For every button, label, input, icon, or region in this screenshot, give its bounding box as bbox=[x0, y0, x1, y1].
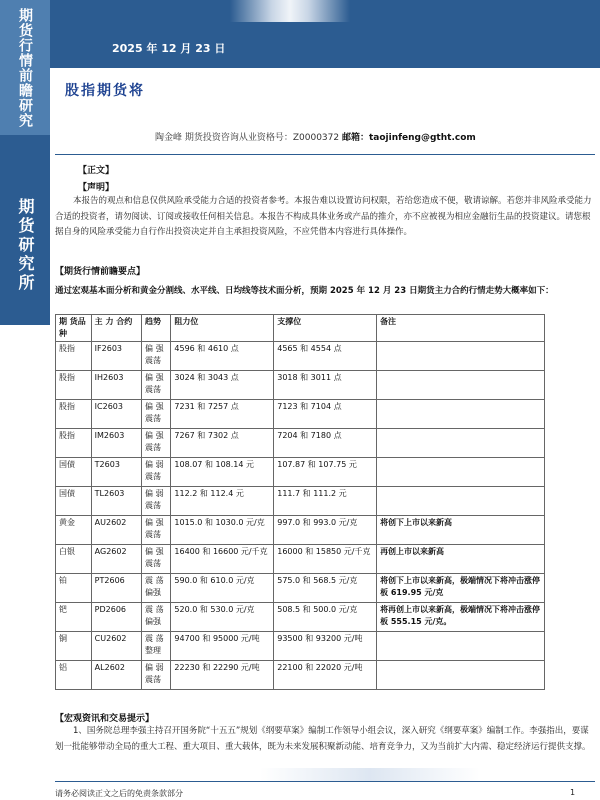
table-row bbox=[56, 661, 545, 690]
table-header-row bbox=[56, 315, 545, 342]
author-info: 陶金峰 期货投资咨询从业资格号：Z0000372 bbox=[155, 133, 342, 143]
table-cell: IH2603 bbox=[91, 371, 141, 400]
table-cell: 震 荡偏强 bbox=[142, 603, 171, 632]
outlook-intro: 通过宏观基本面分析和黄金分割线、水平线、日均线等技术面分析，预期 2025 年 12 月 23 日期货主力合约行情走势大概率如下： bbox=[55, 286, 554, 296]
table-cell: 7123 和 7104 点 bbox=[274, 400, 377, 429]
table-cell: 111.7 和 111.2 元 bbox=[274, 487, 377, 516]
table-cell: 16000 和 15850 元/千克 bbox=[274, 545, 377, 574]
table-cell: 股指 bbox=[56, 342, 92, 371]
table-cell: 铝 bbox=[56, 661, 92, 690]
table-cell: 偏 弱震荡 bbox=[142, 661, 171, 690]
table-cell: 铂 bbox=[56, 574, 92, 603]
table-cell: 4596 和 4610 点 bbox=[171, 342, 274, 371]
table-cell: AL2602 bbox=[91, 661, 141, 690]
body-tag: 【正文】 bbox=[78, 166, 115, 176]
table-header-cell: 支撑位 bbox=[274, 315, 377, 342]
watermark bbox=[260, 768, 480, 782]
table-cell: IM2603 bbox=[91, 429, 141, 458]
table-row bbox=[56, 516, 545, 545]
table-header-cell: 主 力 合约 bbox=[91, 315, 141, 342]
table-row bbox=[56, 574, 545, 603]
table-cell: 7231 和 7257 点 bbox=[171, 400, 274, 429]
table-cell: 997.0 和 993.0 元/克 bbox=[274, 516, 377, 545]
table-cell: AG2602 bbox=[91, 545, 141, 574]
footer-disclaimer: 请务必阅读正文之后的免责条款部分 bbox=[55, 789, 183, 798]
table-cell: 22100 和 22020 元/吨 bbox=[274, 661, 377, 690]
footer-divider bbox=[55, 781, 595, 782]
table-cell: 偏 强震荡 bbox=[142, 516, 171, 545]
table-cell: 将创下上市以来新高，极端情况下将冲击涨停板 619.95 元/克 bbox=[377, 574, 545, 603]
table-cell: PT2606 bbox=[91, 574, 141, 603]
table-header-cell: 期 货品种 bbox=[56, 315, 92, 342]
banner-decoration bbox=[230, 0, 350, 22]
table-cell: 白银 bbox=[56, 545, 92, 574]
table-cell: 将创下上市以来新高 bbox=[377, 516, 545, 545]
table-cell: 3024 和 3043 点 bbox=[171, 371, 274, 400]
table-cell: 1015.0 和 1030.0 元/克 bbox=[171, 516, 274, 545]
table-cell: 黄金 bbox=[56, 516, 92, 545]
table-cell: 偏 强震荡 bbox=[142, 371, 171, 400]
table-cell bbox=[377, 400, 545, 429]
table-cell bbox=[377, 458, 545, 487]
table-cell: 钯 bbox=[56, 603, 92, 632]
table-cell: 575.0 和 568.5 元/克 bbox=[274, 574, 377, 603]
table-row bbox=[56, 371, 545, 400]
table-cell: 520.0 和 530.0 元/克 bbox=[171, 603, 274, 632]
author-line bbox=[155, 130, 476, 143]
table-cell: 股指 bbox=[56, 400, 92, 429]
table-cell bbox=[377, 371, 545, 400]
header-divider bbox=[55, 154, 595, 155]
table-cell: 16400 和 16600 元/千克 bbox=[171, 545, 274, 574]
macro-tag: 【宏观资讯和交易提示】 bbox=[55, 714, 155, 724]
table-cell: 震 荡整理 bbox=[142, 632, 171, 661]
futures-table bbox=[55, 314, 545, 690]
table-cell: 再创上市以来新高 bbox=[377, 545, 545, 574]
table-row bbox=[56, 458, 545, 487]
table-row bbox=[56, 400, 545, 429]
table-row bbox=[56, 429, 545, 458]
table-cell: 7267 和 7302 点 bbox=[171, 429, 274, 458]
table-cell: 国债 bbox=[56, 487, 92, 516]
table-cell bbox=[377, 487, 545, 516]
table-cell: T2603 bbox=[91, 458, 141, 487]
table-header-cell: 备注 bbox=[377, 315, 545, 342]
table-cell: 94700 和 95000 元/吨 bbox=[171, 632, 274, 661]
table-cell: 93500 和 93200 元/吨 bbox=[274, 632, 377, 661]
table-cell: 112.2 和 112.4 元 bbox=[171, 487, 274, 516]
sidebar-report-type: 期货行情前瞻研究 bbox=[17, 7, 33, 128]
table-cell: 偏 弱震荡 bbox=[142, 458, 171, 487]
table-cell: 股指 bbox=[56, 429, 92, 458]
table-cell: 7204 和 7180 点 bbox=[274, 429, 377, 458]
report-title: 股指期货将 bbox=[65, 83, 145, 99]
report-date: 2025 年 12 月 23 日 bbox=[112, 42, 226, 55]
table-cell: TL2603 bbox=[91, 487, 141, 516]
table-header-cell: 趋势 bbox=[142, 315, 171, 342]
sidebar bbox=[0, 0, 50, 800]
table-row bbox=[56, 487, 545, 516]
page-number: 1 bbox=[570, 788, 576, 797]
table-cell: PD2606 bbox=[91, 603, 141, 632]
table-cell: IC2603 bbox=[91, 400, 141, 429]
table-cell bbox=[377, 429, 545, 458]
table-row bbox=[56, 545, 545, 574]
header-banner bbox=[50, 0, 600, 68]
statement-text: 本报告的观点和信息仅供风险承受能力合适的投资者参考。本报告难以设置访问权限，若给您造成不便，敬请谅解。若您并非风险承受能力合适的投资者，请勿阅读、订阅或接收任何相关信息。本报告不构成具体业务或产品的推介，亦不应被视为相应金融衍生品的投资建议。请您根据自身的风险承受能力自行作出投资决定并自主承担投资风险，不应凭借本内容进行具体操作。 bbox=[55, 196, 592, 237]
table-row bbox=[56, 342, 545, 371]
table-cell bbox=[377, 342, 545, 371]
outlook-tag: 【期货行情前瞻要点】 bbox=[55, 267, 146, 277]
table-row bbox=[56, 603, 545, 632]
table-cell: 铜 bbox=[56, 632, 92, 661]
table-cell: 4565 和 4554 点 bbox=[274, 342, 377, 371]
table-cell bbox=[377, 632, 545, 661]
table-cell: 3018 和 3011 点 bbox=[274, 371, 377, 400]
table-cell: 偏 强震荡 bbox=[142, 545, 171, 574]
table-cell: 股指 bbox=[56, 371, 92, 400]
table-cell bbox=[377, 661, 545, 690]
table-cell: 590.0 和 610.0 元/克 bbox=[171, 574, 274, 603]
table-cell: IF2603 bbox=[91, 342, 141, 371]
table-header-cell: 阻力位 bbox=[171, 315, 274, 342]
table-cell: 将再创上市以来新高，极端情况下将冲击涨停板 555.15 元/克。 bbox=[377, 603, 545, 632]
table-cell: 偏 强震荡 bbox=[142, 429, 171, 458]
sidebar-institute: 期货研究所 bbox=[16, 197, 35, 293]
table-cell: AU2602 bbox=[91, 516, 141, 545]
table-row bbox=[56, 632, 545, 661]
table-cell: CU2602 bbox=[91, 632, 141, 661]
author-email: 邮箱：taojinfeng@gtht.com bbox=[341, 133, 476, 143]
table-cell: 108.07 和 108.14 元 bbox=[171, 458, 274, 487]
table-cell: 国债 bbox=[56, 458, 92, 487]
statement-tag: 【声明】 bbox=[78, 183, 115, 193]
macro-text: 1、国务院总理李强主持召开国务院“十五五”规划《纲要草案》编制工作领导小组会议，深入研究《纲要草案》编制工作。李强指出，要谋划一批能够带动全局的重大工程、重大项目、重大载体，既为未来发展积聚新动能、培育竞争力，又为当前扩大内需、稳定经济运行提供支撑。 bbox=[55, 726, 591, 752]
table-cell: 偏 强震荡 bbox=[142, 400, 171, 429]
table-cell: 22230 和 22290 元/吨 bbox=[171, 661, 274, 690]
table-cell: 107.87 和 107.75 元 bbox=[274, 458, 377, 487]
table-cell: 偏 弱震荡 bbox=[142, 487, 171, 516]
table-cell: 震 荡偏强 bbox=[142, 574, 171, 603]
table-cell: 偏 强震荡 bbox=[142, 342, 171, 371]
table-cell: 508.5 和 500.0 元/克 bbox=[274, 603, 377, 632]
